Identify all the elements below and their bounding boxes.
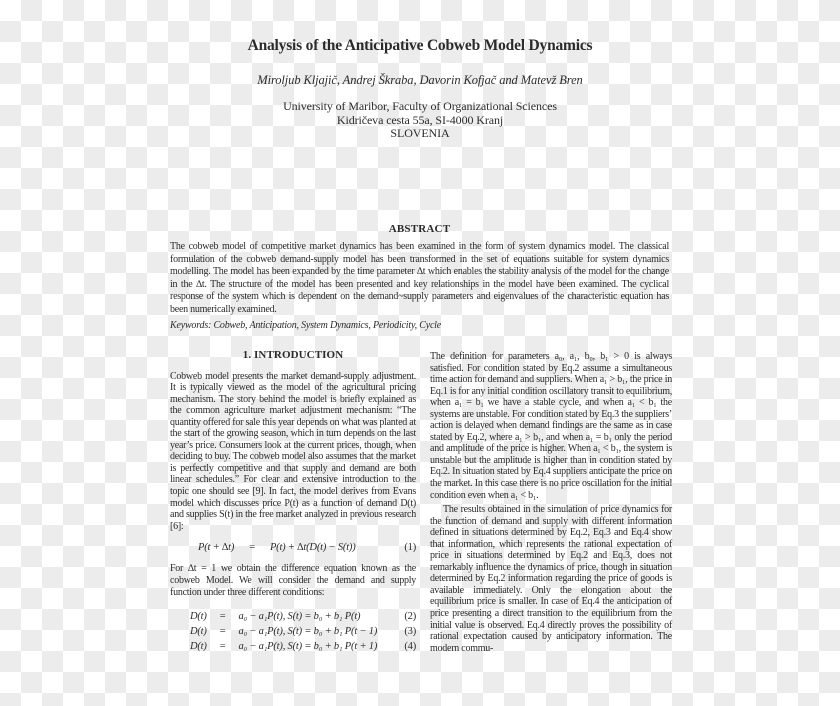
paper-title: Analysis of the Anticipative Cobweb Model Dynamics <box>247 37 593 54</box>
affiliation-line-2: Kidričeva cesta 55a, SI-4000 Kranj <box>336 112 504 127</box>
affiliation-line-3: SLOVENIA <box>390 126 450 140</box>
equation-4-rhs: a₀ − a₁P(t), S(t) = b₀ + b₁ P(t + 1) <box>238 641 378 653</box>
equation-3-relation: = <box>219 626 226 638</box>
right-column-paragraph-1: The definition for parameters a₀, a₁, b₀, b₁ > 0 is always satisfied. For condition stated by Eq.2 assume a simultaneous time action for demand and suppliers. When a₁ > b₁, the price in Eq.1 is for any initial condition oscillatory transit to equilibrium, when a₁ = b₁ we have a stable cycle, and when a₁ < b₁ the systems are unstable. For condition stated by Eq.3 the suppliers’ action is delayed when demand findings are the same as in case stated by Eq.2, where a₁ > b₁, and when a₁ = b₁ only the period and amplitude of the price is higher. When a₁ < b₁, the system is unstable but the amplitude is higher than in condition stated by Eq.2. In situation stated by Eq.4 suppliers anticipate the price on the market. In this case there is no price oscillation for the initial condition even when a₁ < b₁. <box>430 351 672 501</box>
equation-1-rhs: P(t) + ∆t(D(t) − S(t)) <box>269 542 356 554</box>
equation-1-lhs: P(t + ∆t) <box>198 542 235 554</box>
equation-2 <box>170 609 416 624</box>
equation-4 <box>170 639 416 654</box>
equation-group <box>170 609 416 655</box>
equation-4-relation: = <box>219 641 226 653</box>
equation-2-number: (2) <box>404 611 416 623</box>
left-column <box>170 350 416 655</box>
equation-2-lhs: D(t) <box>190 611 207 623</box>
introduction-paragraph-2: For ∆t = 1 we obtain the difference equation known as the cobweb Model. We will consider the demand and supply function under three different conditions: <box>170 563 416 598</box>
keywords-line: Keywords: Cobweb, Anticipation, System Dynamics, Periodicity, Cycle <box>170 320 441 331</box>
equation-1-relation: = <box>249 542 255 554</box>
equation-3 <box>170 624 416 639</box>
right-column-paragraph-2: The results obtained in the simulation of price dynamics for the function of demand and supply with different information defined in situations determined by Eq.2, Eq.3 and Eq.4 show that information, which represents the rational expectation of price in situations determined by Eq.2 and Eq.3, does not remarkably influence the dynamics of price, though in situation determined by Eq.2 information regarding the price of goods is available immediately. Only the elongation about the equilibrium price is smaller. In case of Eq.4 the anticipation of price presenting a direct transition to the equilibrium from the initial value is observed. Eq.4 directly proves the possibility of rational expectation caused by anticipatory information. The modern commu- <box>430 504 672 654</box>
equation-4-number: (4) <box>404 641 416 653</box>
equation-2-rhs: a₀ − a₁P(t), S(t) = b₀ + b₁ P(t) <box>238 611 361 623</box>
abstract-text: The cobweb model of competitive market dynamics has been examined in the form of system dynamics model. The classical formulation of the cobweb demand-supply model has been transformed in the set of equations suitable for system dynamics modelling. The model has been expanded by the time parameter ∆t which enables the stability analysis of the model for the change in the ∆t. The structure of the model has been presented and key relationships in the model have been examined. The cyclical response of the system which is dependent on the demand~supply parameters and eigenvalues of the characteristic equation has been numerically examined. <box>170 241 669 315</box>
equation-3-number: (3) <box>404 626 416 638</box>
affiliation-line-1: University of Maribor, Faculty of Organizational Sciences <box>283 99 557 113</box>
introduction-heading: 1. INTRODUCTION <box>242 349 344 361</box>
equation-3-lhs: D(t) <box>190 626 207 638</box>
equation-1 <box>170 540 416 555</box>
right-column <box>430 351 672 654</box>
introduction-paragraph-1: Cobweb model presents the market demand-supply adjustment. It is typically viewed as the model of the agricultural pricing mechanism. The story behind the model is briefly explained as the common agriculture market adjustment mechanism: “The quantity offered for sale this year depends on what was planted at the start of the growing season, which in turn depends on the last year’s price. Consumers look at the current prices, though, when deciding to buy. The cobweb model also assumes that the market is perfectly competitive and that supply and demand are both linear schedules.” For clear and extensive introduction to the topic one should see [9]. In fact, the model derives from Evans model which discusses price P(t) as a function of demand D(t) and supplies S(t) in the free market analyzed in previous research [6]: <box>170 370 416 532</box>
equation-1-number: (1) <box>404 542 416 554</box>
equation-2-relation: = <box>219 611 226 623</box>
abstract-heading: ABSTRACT <box>388 223 451 235</box>
affiliation-block <box>0 100 840 141</box>
authors-line: Miroljub Kljajič, Andrej Škraba, Davorin Kofjač and Matevž Bren <box>257 73 583 87</box>
equation-4-lhs: D(t) <box>190 641 207 653</box>
equation-3-rhs: a₀ − a₁P(t), S(t) = b₀ + b₁ P(t − 1) <box>238 626 378 638</box>
